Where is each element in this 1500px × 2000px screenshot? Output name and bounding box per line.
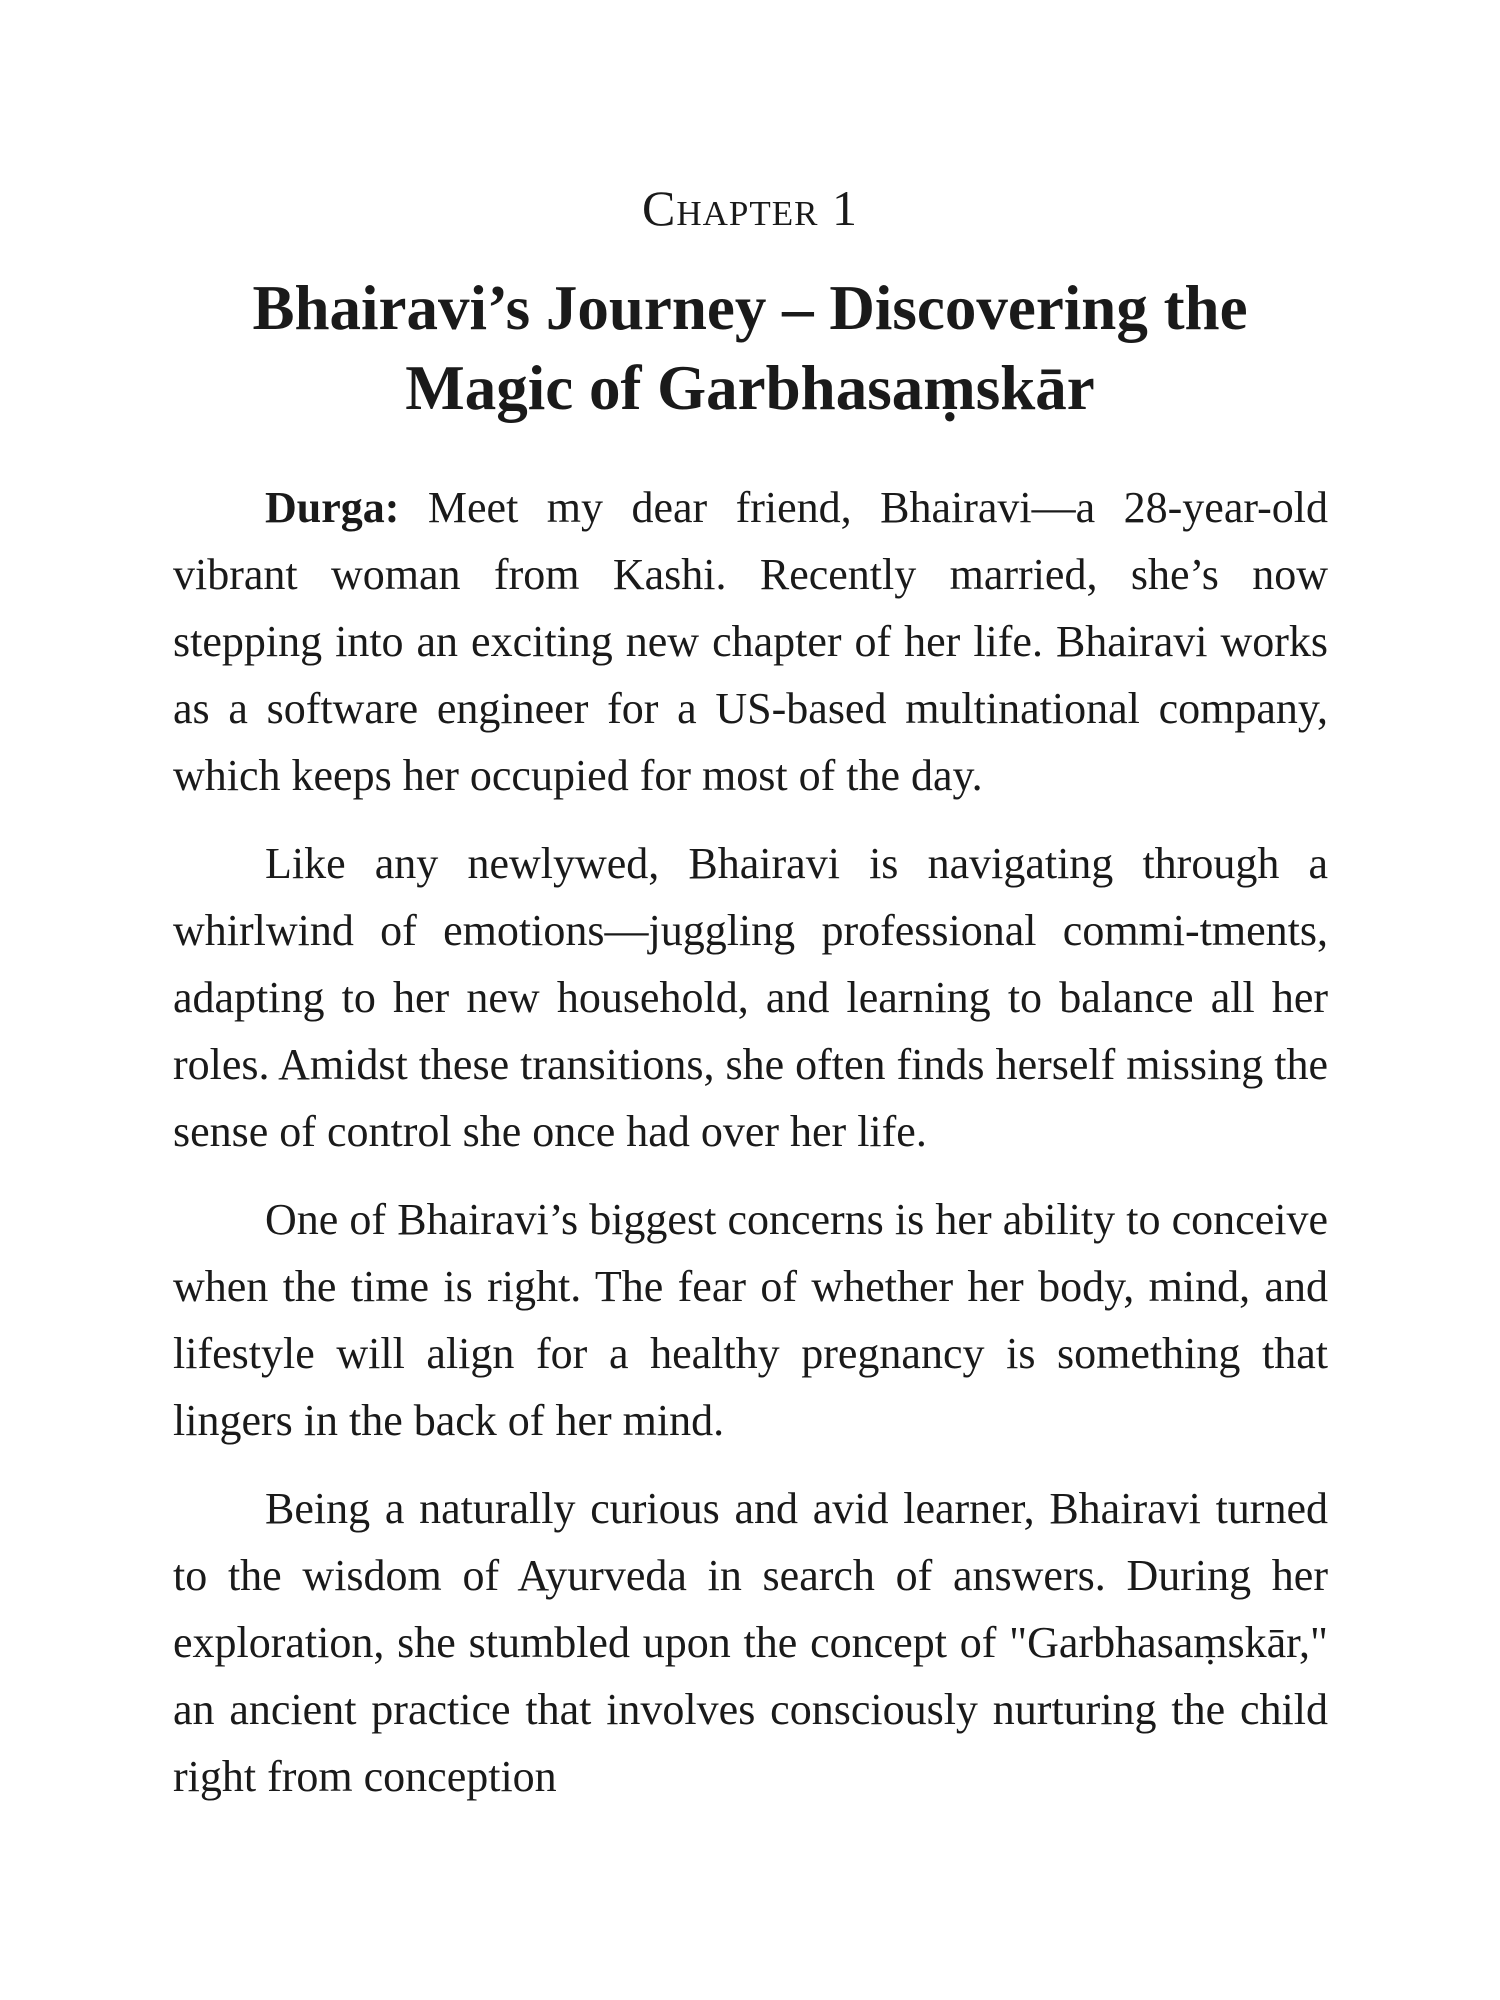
- chapter-title-line-1: Bhairavi’s Journey – Discovering the: [252, 273, 1248, 343]
- chapter-number: Chapter 1: [642, 180, 858, 236]
- speaker-name: Durga:: [265, 483, 400, 532]
- paragraph-4: Being a naturally curious and avid learner, Bhairavi turned to the wisdom of Ayurveda in search of answers. During her exploration, she stumbled upon the concept of "Garbhasaṃskār," an ancient practice that involves consciously nurturing the child right from conception: [173, 1484, 1328, 1801]
- paragraph-2: Like any newlywed, Bhairavi is navigating through a whirlwind of emotions—juggling professional commi-tments, adapting to her new household, and learning to balance all her roles. Amidst these transitions, she often finds herself missing the sense of control she once had over her life.: [173, 839, 1328, 1156]
- chapter-title: [150, 268, 1350, 428]
- chapter-body: [173, 474, 1328, 1831]
- paragraph-1: [173, 474, 1328, 809]
- paragraph-1-text: Meet my dear friend, Bhairavi—a 28-year-old vibrant woman from Kashi. Recently married, she’s now stepping into an exciting new chapter of her life. Bhairavi works as a software engineer for a US-based multinational company, which keeps her occupied for most of the day.: [173, 483, 1328, 800]
- chapter-title-line-2: Magic of Garbhasaṃskār: [405, 353, 1095, 423]
- paragraph-3: One of Bhairavi’s biggest concerns is her ability to conceive when the time is right. The fear of whether her body, mind, and lifestyle will align for a healthy pregnancy is something that lingers in the back of her mind.: [173, 1195, 1328, 1445]
